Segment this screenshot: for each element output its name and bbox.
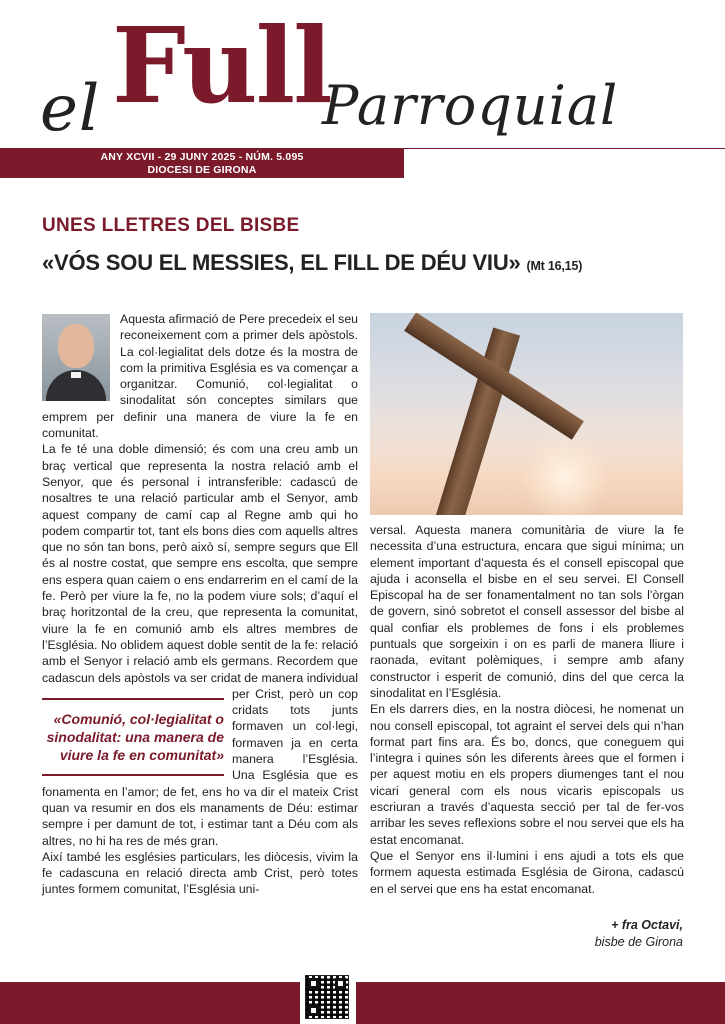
paragraph-2-text: La fe té una doble dimensió; és com una creu amb un braç vertical que representa la nostra relació amb el Senyor, que és personal i intransferible: cadascú de nosaltres te una relació particular amb el Senyor, amb aquest company de camí cap al Regne amb qui ho podem compartir tot, tant els bons dies com aquells altres que no són tan bons, però això sí, sempre segurs que Ell és al nostre costat, que sempre ens escolta, que sempre ens espera quan caiem o ens endarrerim en el camí de la fe. Però per viure la fe, no la podem viure sols; d’aquí el braç horitzontal de la creu, que representa la comunitat, viure la fe en comunió amb els altres membres de l’Església. No oblidem aquest doble sentit de la fe: relació amb el Senyor i relació amb els germans. Recordem que cadascun dels apòstols bbox=[42, 442, 358, 685]
paragraph-4: versal. Aquesta manera comunitària de viure la fe necessita d’una estructura, encara que sigui mínima; un element important d’aquesta és el consell episcopal que ajuda i aconsella el bisbe en el seu servei. El Consell Episcopal ha de ser fonamentalment no tan sols l’òrgan de govern, sinó sobretot el consell assessor del bisbe al qual confiar els problemes de fons i els problemes puntuals que sorgeixin i on es parli de manera lliure i raonada, evitant polèmiques, i sempre amb afany constructor i esperit de comunió, dins del que cerca la sinodalitat en l’Església. bbox=[370, 523, 684, 700]
column-left bbox=[42, 311, 358, 898]
headline-reference: (Mt 16,15) bbox=[526, 259, 583, 273]
article-headline bbox=[42, 250, 582, 276]
pullquote bbox=[42, 698, 224, 776]
bishop-portrait-icon bbox=[42, 314, 110, 401]
pullquote-text: «Comunió, col·legialitat o sinodalitat: una manera de viure la fe en comunitat» bbox=[46, 710, 224, 763]
footer-bar-left bbox=[0, 982, 300, 1024]
headline-text: «VÓS SOU EL MESSIES, EL FILL DE DÉU VIU» bbox=[42, 250, 521, 275]
issue-line: ANY XCVII - 29 JUNY 2025 - NÚM. 5.095 bbox=[100, 151, 304, 163]
masthead bbox=[0, 0, 725, 190]
paragraph-1: Aquesta afirmació de Pere precedeix el seu reconeixement com a primer dels apòstols. La col·legialitat dels dotze és la mostra de com la primitiva Església es va començar a organitzar. Comunió, col·legialitat o sinodalitat són conceptes similars que emprem per definir una manera de viure la fe en comunitat. bbox=[42, 312, 358, 441]
wooden-cross-photo-icon bbox=[370, 313, 683, 515]
paragraph-5: En els darrers dies, en la nostra diòcesi, he nomenat un nou consell episcopal, tot agraint el servei dels qui n’han format part fins ara. És bo, doncs, que coneguem qui l’integra i quines són les diferents àrees que el formen i per aquest motiu en els propers diumenges tant el nou vicari general com els nous vicaris episcopals us escriuran a través d’aquesta secció per tal de fer-vos arribar les seves reflexions sobre el nou servei que els ha estat encomanat. bbox=[370, 702, 684, 847]
signature-role: bisbe de Girona bbox=[594, 935, 683, 949]
section-kicker: UNES LLETRES DEL BISBE bbox=[42, 215, 300, 236]
qr-code-icon[interactable] bbox=[305, 975, 349, 1019]
pullquote-rule-bottom bbox=[42, 774, 224, 776]
signature bbox=[595, 917, 683, 951]
diocese-line: DIOCESI DE GIRONA bbox=[147, 164, 257, 176]
paragraph-2 bbox=[42, 441, 358, 848]
paragraph-6: Que el Senyor ens il·lumini i ens ajudi a tots els que formem aquesta estimada Església de Girona, cadascú en el servei que ens ha estat encomanat. bbox=[370, 848, 684, 896]
column-right bbox=[370, 522, 684, 897]
signature-name: + fra Octavi, bbox=[611, 918, 683, 932]
masthead-el: el bbox=[40, 72, 101, 146]
masthead-full: Full bbox=[112, 4, 331, 127]
paragraph-2-continued: va ser cridat de manera individual per Crist, però un cop cridats tots junts formaven un col·legi, formaven ja en certa manera l’Església. Una Església que es fonamenta en l’amor; de fet, ens ho va dir el mateix Crist quan va resumir en dos els manaments de Déu: estimar sempre i per damunt de tot, i estimar tant a Déu com als altres, no hi ha res de més gran. bbox=[42, 670, 358, 848]
footer-bar-right bbox=[356, 982, 725, 1024]
paragraph-3: Així també les esglésies particulars, les diòcesis, vivim la fe cadascuna en relació directa amb Crist, però totes juntes formem comunitat, l’Església uni- bbox=[42, 849, 358, 897]
pullquote-rule-top bbox=[42, 698, 224, 700]
masthead-rule bbox=[404, 148, 725, 149]
masthead-parroquial: Parroquial bbox=[322, 74, 619, 137]
